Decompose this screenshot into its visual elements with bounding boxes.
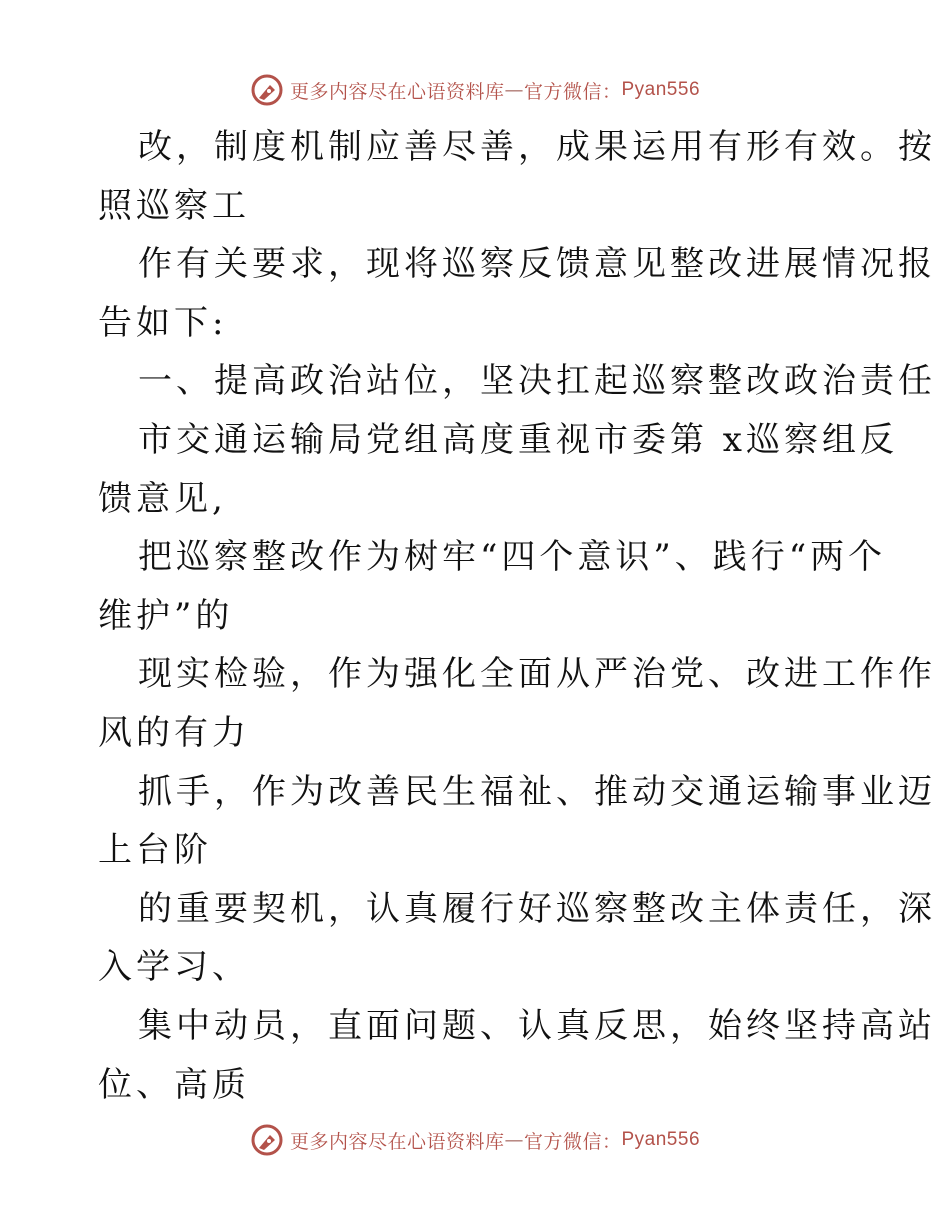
text-line: 上台阶 [98, 830, 212, 871]
watermark-handle: Pyan556 [621, 1129, 701, 1150]
pen-nib-logo-icon [250, 1123, 284, 1157]
text-line: 位、高质 [98, 1064, 250, 1105]
text-line: 照巡察工 [98, 185, 250, 226]
text-line: 作有关要求，现将巡察反馈意见整改进展情况报 [138, 244, 936, 285]
watermark-text: 更多内容尽在心语资料库 [289, 1130, 505, 1153]
watermark-suffix: 官方微信： [523, 80, 622, 103]
text-line: 馈意见, [98, 478, 227, 519]
text-line: 现实检验，作为强化全面从严治党、改进工作作 [138, 654, 936, 695]
pen-nib-logo-icon [250, 73, 284, 107]
text-line: 入学习、 [98, 947, 250, 988]
section-heading: 一、提高政治站位，坚决扛起巡察整改政治责任 [138, 361, 936, 402]
watermark-handle: Pyan556 [621, 79, 701, 100]
text-line: 风的有力 [98, 712, 250, 753]
watermark-separator: — [504, 1129, 524, 1151]
watermark-text: 更多内容尽在心语资料库 [289, 80, 505, 103]
text-line: 集中动员，直面问题、认真反思，始终坚持高站 [138, 1005, 936, 1046]
text-line: 改，制度机制应善尽善，成果运用有形有效。按 [138, 127, 936, 167]
footer-watermark [0, 1120, 950, 1160]
watermark-separator: — [504, 79, 524, 101]
text-line: 抓手，作为改善民生福祉、推动交通运输事业迈 [138, 771, 936, 812]
header-watermark [0, 70, 950, 110]
document-body [98, 118, 936, 1114]
watermark-suffix: 官方微信： [523, 1130, 622, 1153]
text-line: 的重要契机，认真履行好巡察整改主体责任，深 [138, 888, 936, 929]
text-line: 告如下: [98, 302, 228, 343]
text-line: 维护”的 [98, 595, 234, 636]
text-line: 把巡察整改作为树牢“四个意识”、践行“两个 [138, 537, 887, 578]
text-line: 市交通运输局党组高度重视市委第 x巡察组反 [138, 419, 898, 460]
